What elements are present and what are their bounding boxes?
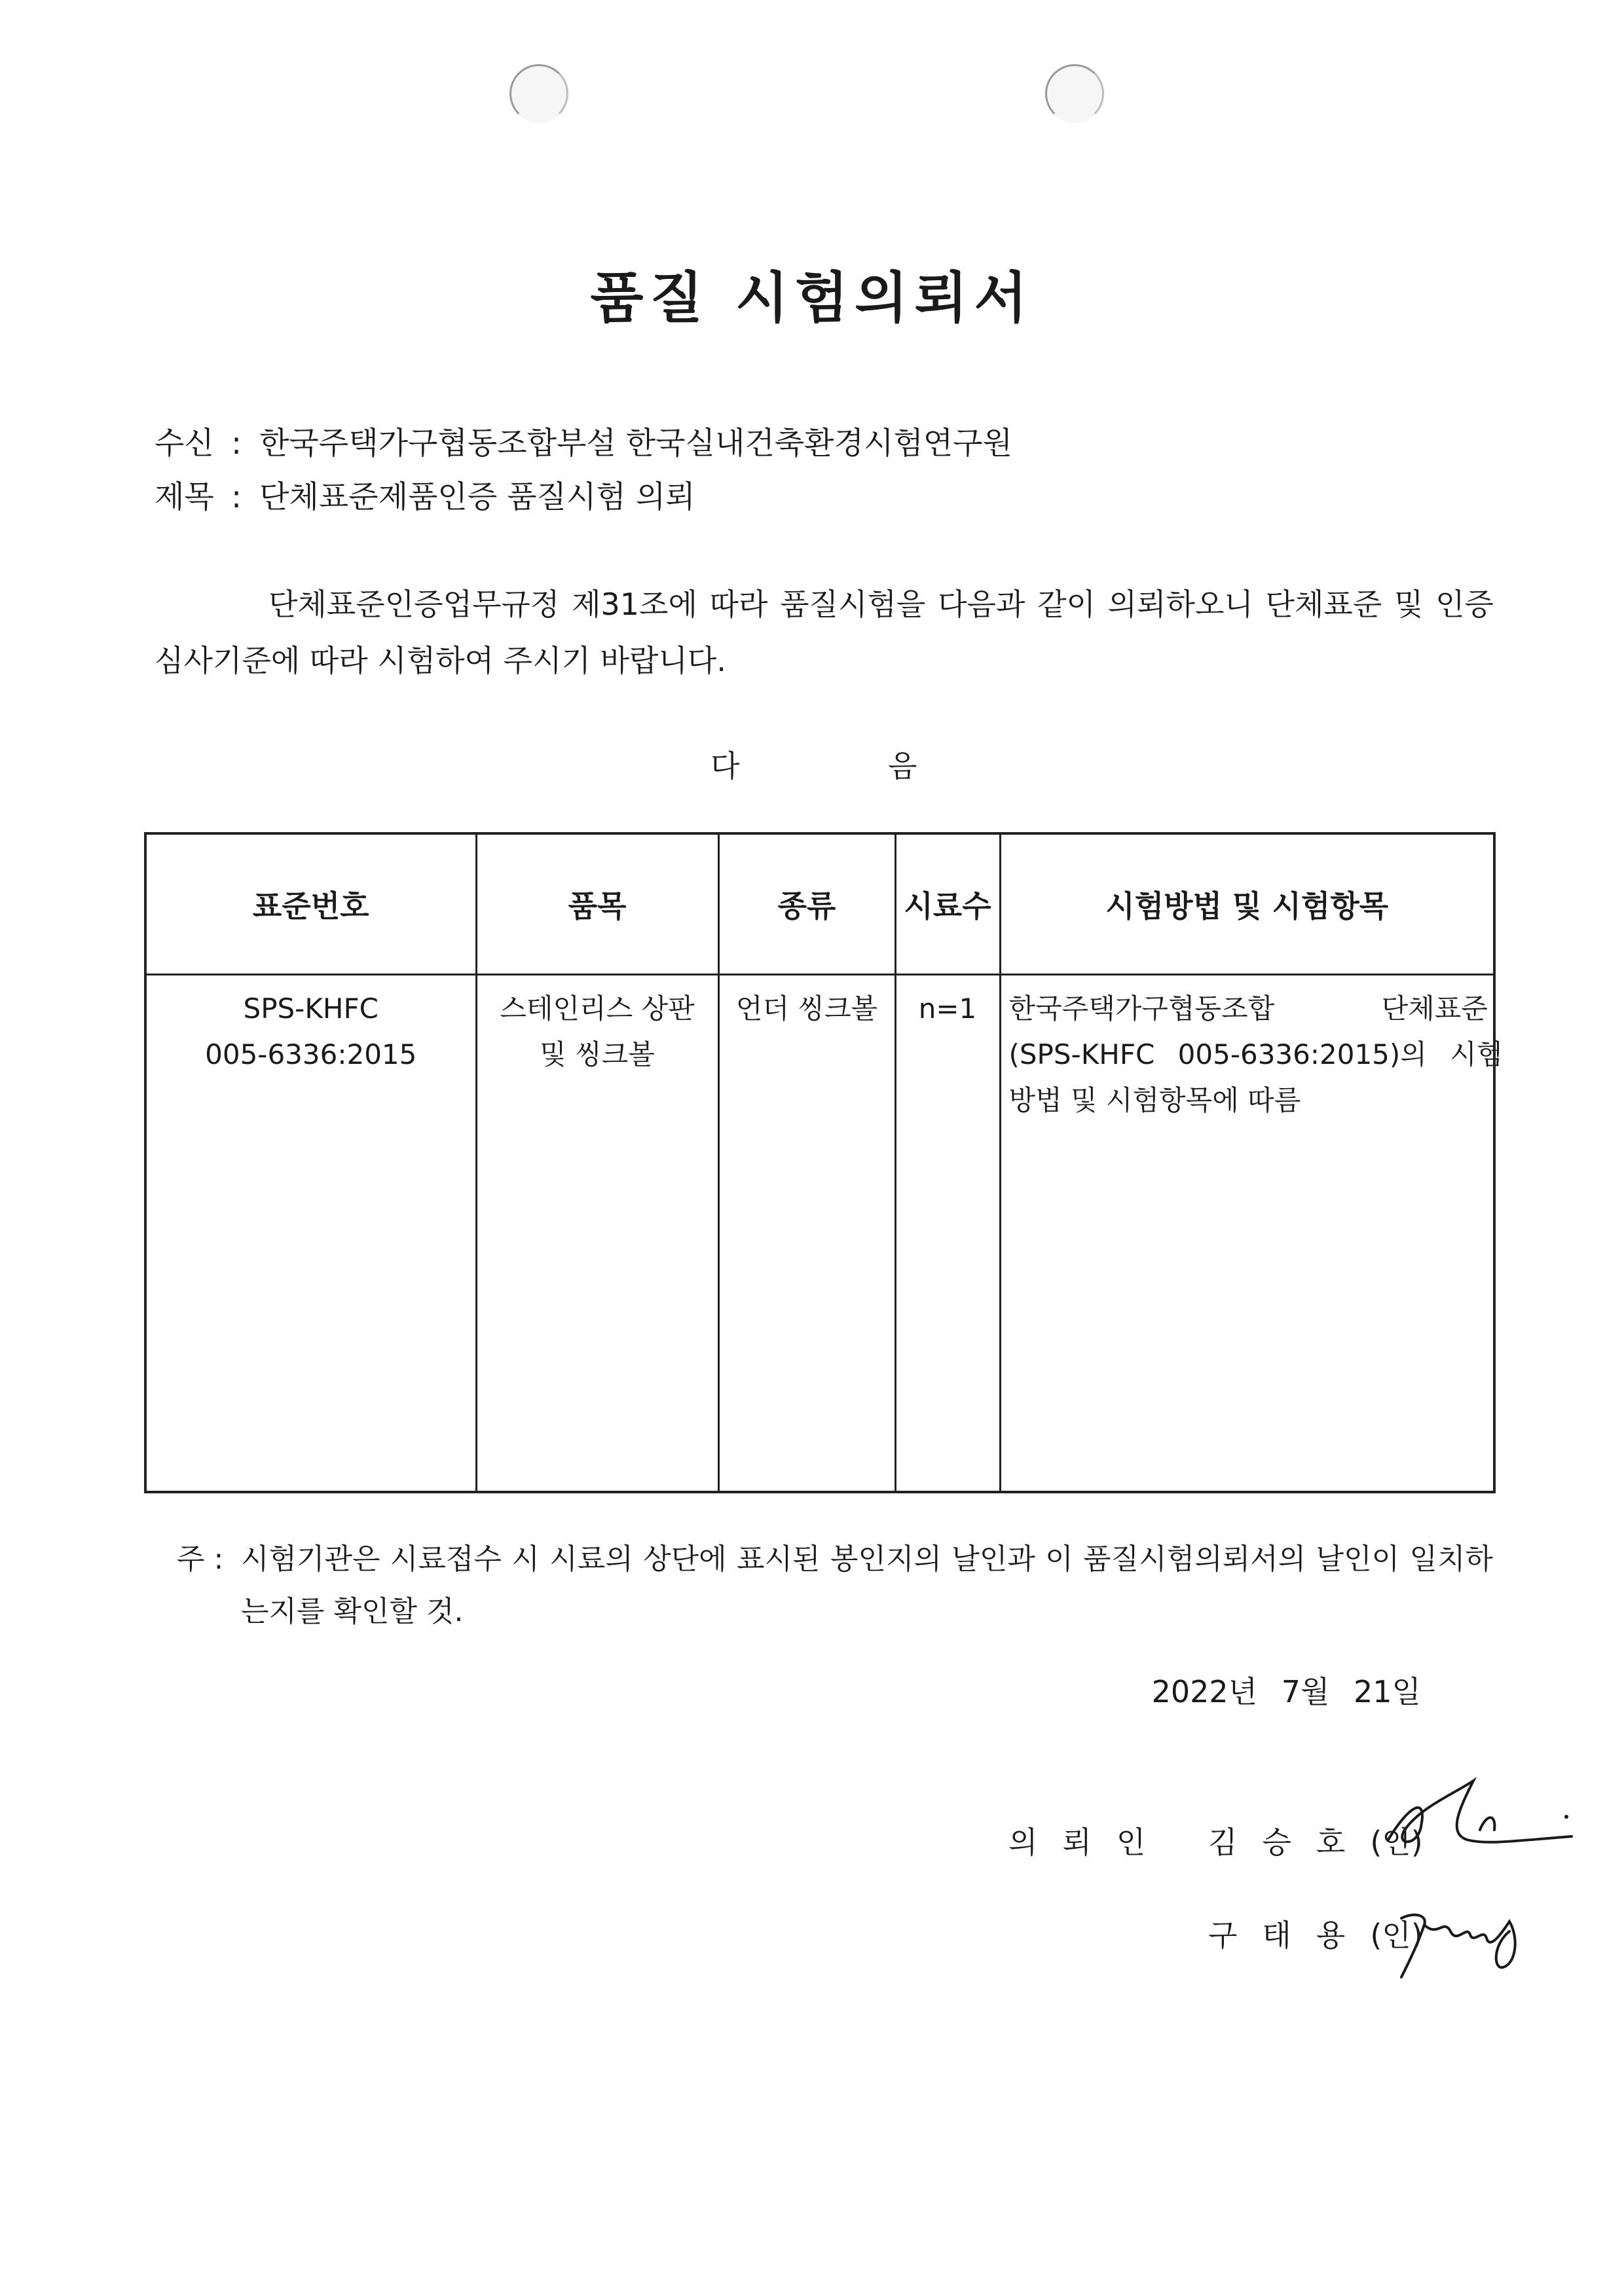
request-paragraph: 단체표준인증업무규정 제31조에 따라 품질시험을 다음과 같이 의뢰하오니 단체표준 및 인증심사기준에 따라 시험하여 주시기 바랍니다. [155,587,1494,678]
recipient-line [155,419,1012,463]
cell-item [476,975,718,1493]
subject-line [155,473,695,517]
method-line-3: 방법 및 시험항목에 따름 [1008,1084,1301,1116]
punch-hole-left [509,64,568,123]
request-date: 2022년 7월 21일 [1151,1674,1421,1709]
requester-name-2: 구태용 [1208,1918,1371,1953]
type-value: 언더 씽크볼 [735,993,878,1025]
note-text: 시험기관은 시료접수 시 시료의 상단에 표시된 봉인지의 날인과 이 품질시험의뢰서의 날인이 일치하는지를 확인할 것. [241,1542,1493,1628]
header-item: 품목 [476,833,718,975]
cell-standard-no [145,975,476,1493]
document-title: 품질 시험의뢰서 [590,266,1034,330]
requester-name-1: 김승호 [1208,1825,1371,1860]
item-line-2: 및 씽크볼 [540,1038,655,1070]
colon: : [231,479,242,515]
header-type: 종류 [718,833,895,975]
punch-hole-right [1045,64,1104,123]
subject-value: 단체표준제품인증 품질시험 의뢰 [259,479,695,515]
table-header-row [145,833,1494,975]
header-samples: 시료수 [895,833,1000,975]
recipient-label: 수신 [155,426,214,462]
daeum-left: 다 [710,748,740,784]
method-line-2: (SPS-KHFC 005-6336:2015)의 시험 [1008,1038,1504,1070]
colon: : [231,426,242,462]
note-mark: 주 : [177,1542,224,1576]
table-row [145,975,1494,1493]
note-mark-text: 주 [177,1542,205,1576]
requester-label: 의뢰인 [1008,1825,1171,1860]
note-block [177,1533,1493,1638]
cell-type [718,975,895,1493]
recipient-value: 한국주택가구협동조합부설 한국실내건축환경시험연구원 [259,426,1012,462]
header-method: 시험방법 및 시험항목 [1000,833,1494,975]
standard-no-line-2: 005-6336:2015 [205,1038,417,1070]
test-request-table [144,832,1504,1493]
header-standard-no: 표준번호 [145,833,476,975]
method-line-1: 한국주택가구협동조합 단체표준 [1008,993,1488,1025]
seal-1: (인) [1370,1825,1423,1860]
signature-1 [1382,1768,1578,1866]
subject-label: 제목 [155,479,214,515]
item-line-1: 스테인리스 상판 [500,993,695,1025]
cell-method [1000,975,1504,1493]
standard-no-line-1: SPS-KHFC [243,993,378,1025]
samples-value: n=1 [918,993,977,1025]
daeum-right: 음 [888,748,917,784]
seal-2: (인) [1370,1918,1423,1953]
cell-samples [895,975,1000,1493]
signature-2 [1388,1892,1532,1990]
